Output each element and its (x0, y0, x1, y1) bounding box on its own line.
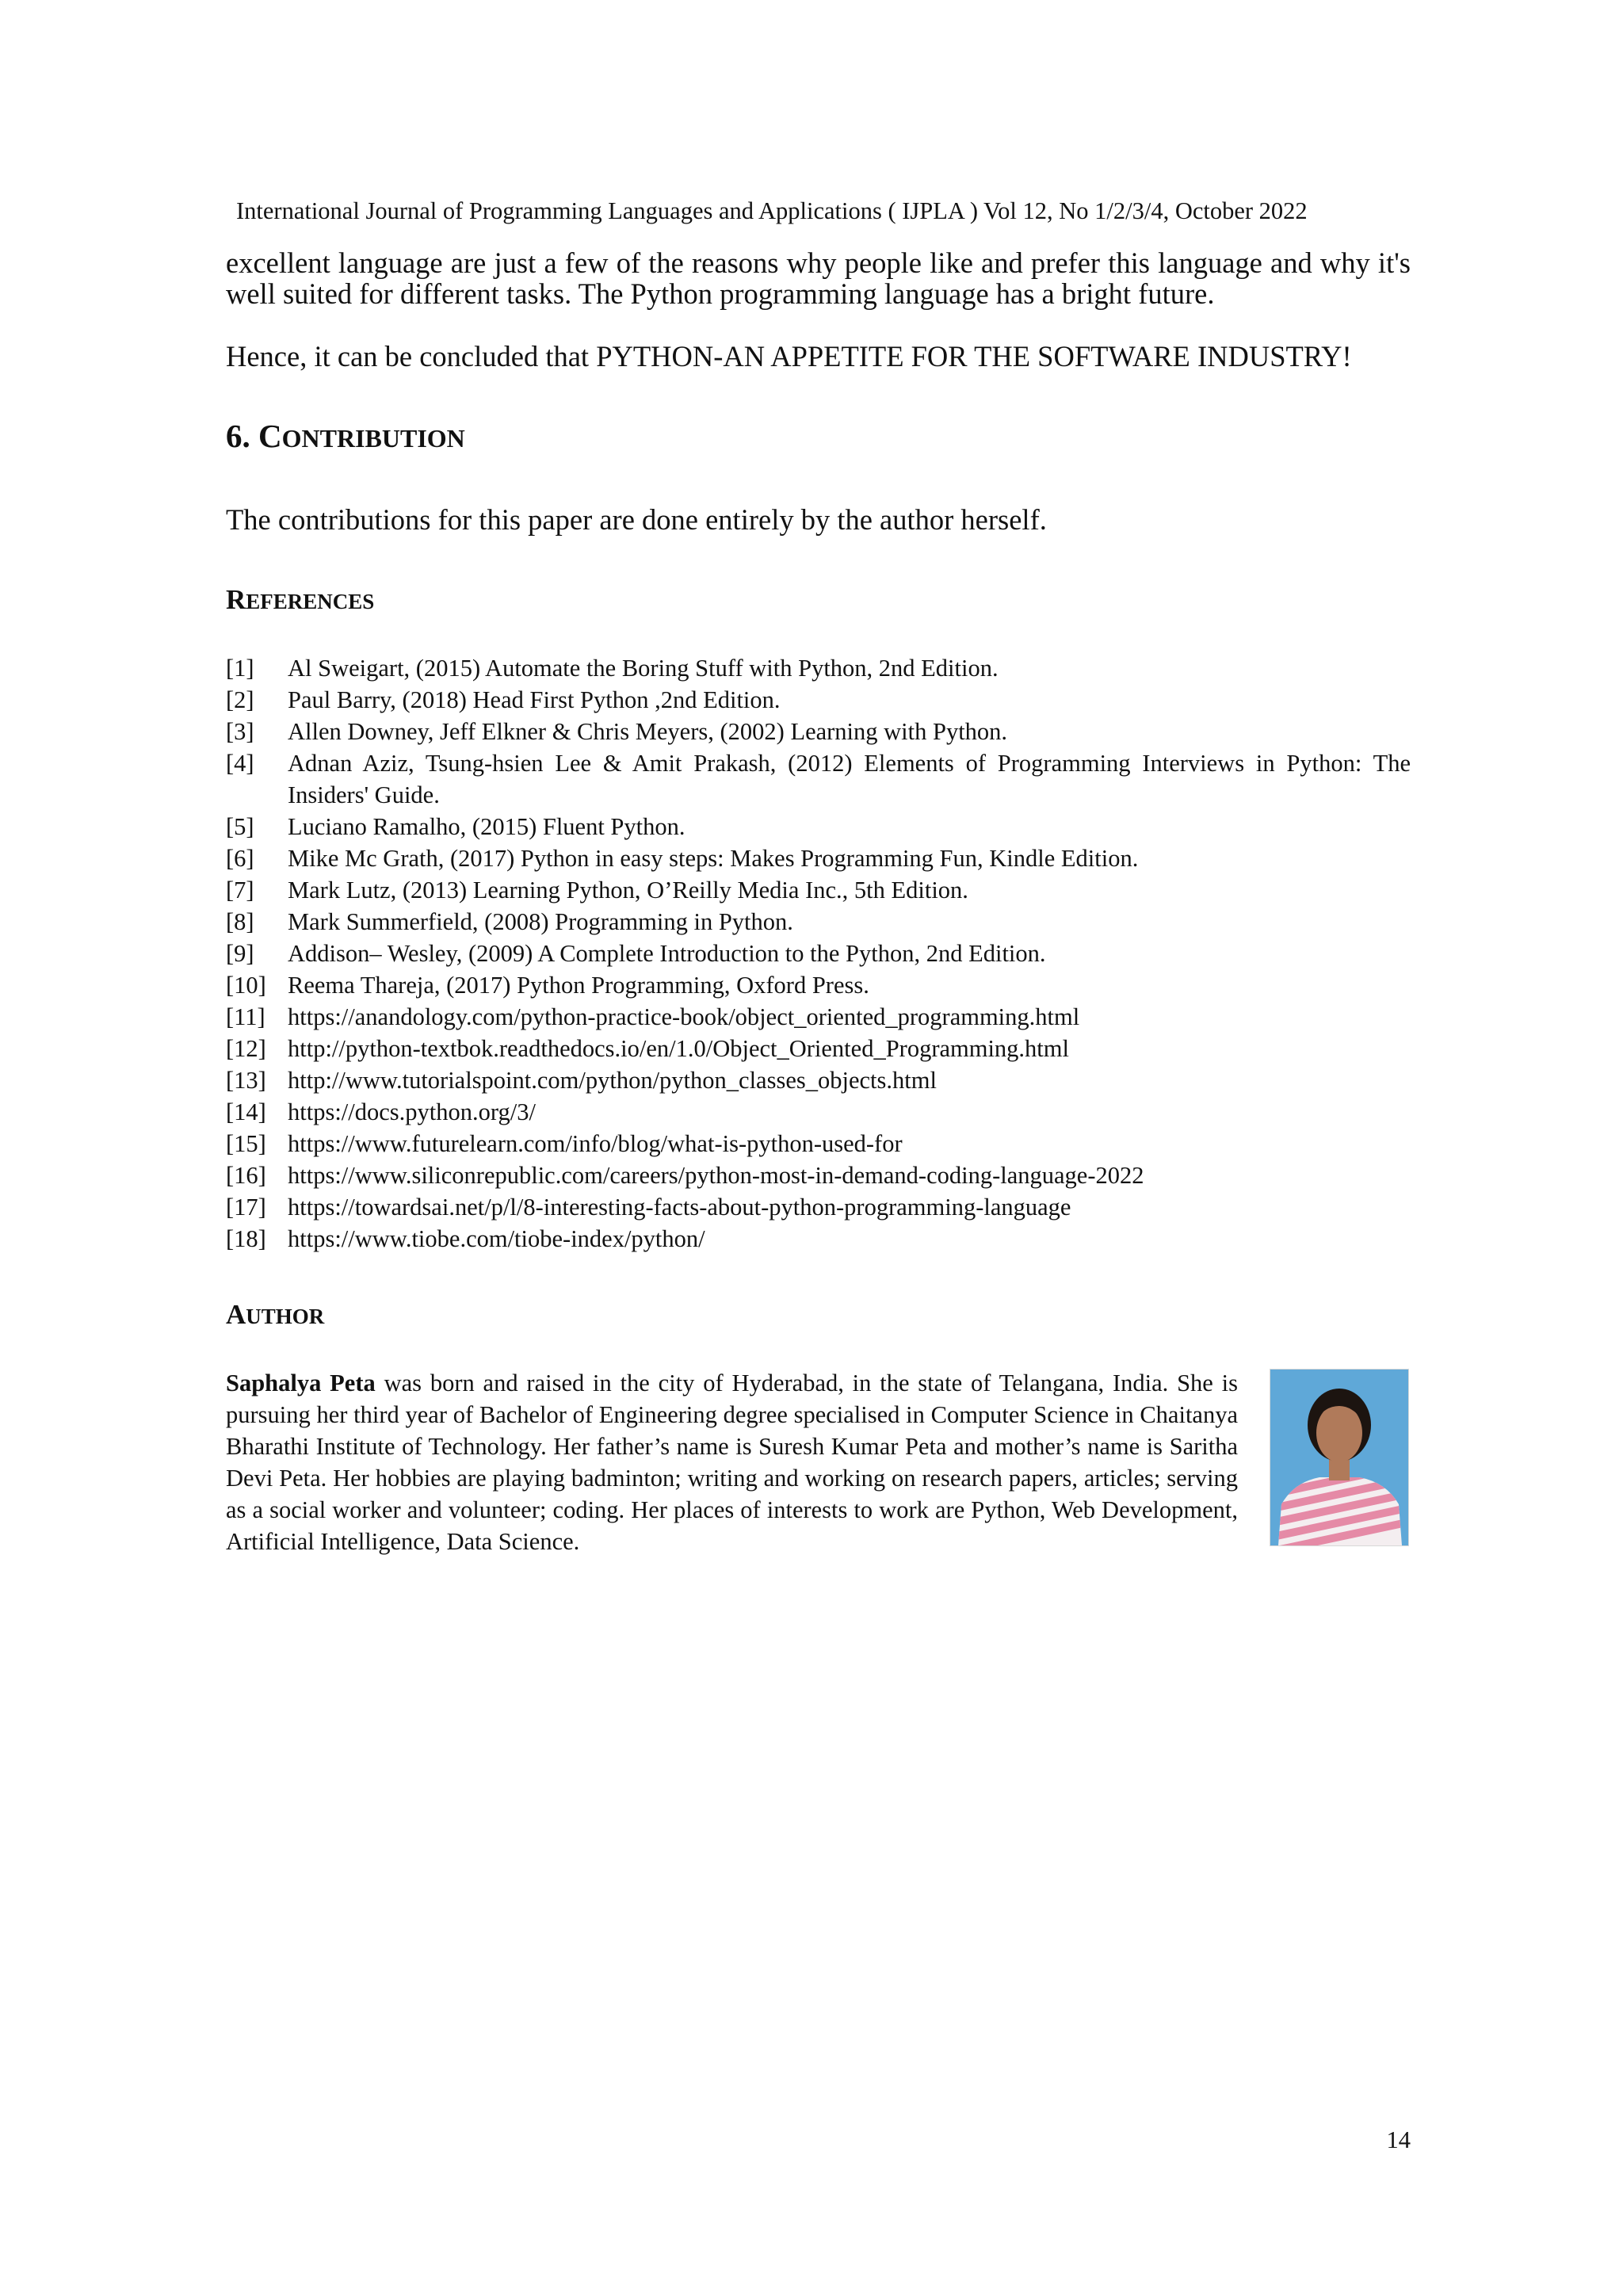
reference-number: [3] (226, 718, 254, 745)
reference-item (226, 874, 1411, 906)
section-number: 6. C (226, 418, 282, 454)
reference-item (226, 906, 1411, 938)
reference-item (226, 652, 1411, 684)
reference-number: [16] (226, 1162, 266, 1189)
author-heading-rest: UTHOR (246, 1305, 325, 1328)
reference-text: https://docs.python.org/3/ (288, 1098, 536, 1125)
reference-text: https://www.tiobe.com/tiobe-index/python/ (288, 1225, 705, 1252)
reference-item (226, 1033, 1411, 1064)
section-title-rest: ONTRIBUTION (281, 424, 465, 453)
references-heading-rest: EFERENCES (246, 590, 375, 613)
reference-list (226, 652, 1411, 1255)
reference-number: [1] (226, 655, 254, 682)
reference-number: [15] (226, 1130, 266, 1157)
author-portrait-image (1270, 1370, 1408, 1545)
reference-item (226, 1159, 1411, 1191)
author-heading-initial: A (226, 1299, 246, 1330)
reference-item (226, 1001, 1411, 1033)
reference-text: https://towardsai.net/p/l/8-interesting-facts-about-python-programming-language (288, 1194, 1071, 1221)
reference-text: Mark Summerfield, (2008) Programming in Python. (288, 908, 793, 935)
reference-number: [18] (226, 1225, 266, 1252)
reference-number: [13] (226, 1067, 266, 1094)
reference-number: [11] (226, 1003, 265, 1030)
reference-item (226, 811, 1411, 842)
reference-text: Al Sweigart, (2015) Automate the Boring Stuff with Python, 2nd Edition. (288, 655, 999, 682)
reference-item (226, 1128, 1411, 1159)
reference-text: Mike Mc Grath, (2017) Python in easy steps: Makes Programming Fun, Kindle Edition. (288, 845, 1139, 872)
author-photo (1270, 1369, 1409, 1546)
references-heading-initial: R (226, 584, 246, 615)
author-name: Saphalya Peta (226, 1370, 376, 1396)
reference-number: [7] (226, 877, 254, 904)
contribution-text: The contributions for this paper are done entirely by the author herself. (226, 503, 1047, 536)
reference-text: Allen Downey, Jeff Elkner & Chris Meyers, (2002) Learning with Python. (288, 718, 1008, 745)
reference-text: Adnan Aziz, Tsung-hsien Lee & Amit Prakash, (2012) Elements of Programming Interviews in Python: The Insiders' Guide. (288, 750, 1411, 808)
reference-number: [9] (226, 940, 254, 967)
photo-face (1316, 1404, 1362, 1462)
reference-item (226, 1191, 1411, 1223)
intro-paragraph-2: Hence, it can be concluded that PYTHON-AN APPETITE FOR THE SOFTWARE INDUSTRY! (226, 340, 1352, 372)
reference-item (226, 1223, 1411, 1255)
author-bio-text: was born and raised in the city of Hyderabad, in the state of Telangana, India. She is pursuing her third year of Bachelor of Engineering degree specialised in Computer Science in Chaitanya Bharathi Institute of Technology. Her father’s name is Suresh Kumar Peta and mother’s name is Saritha Devi Peta. Her hobbies are playing badminton; writing and working on research papers, articles; serving as a social worker and volunteer; coding. Her places of interests to work are Python, Web Development, Artificial Intelligence, Data Science. (226, 1370, 1239, 1555)
reference-item (226, 1096, 1411, 1128)
reference-text: https://www.futurelearn.com/info/blog/what-is-python-used-for (288, 1130, 903, 1157)
reference-text: Mark Lutz, (2013) Learning Python, O’Reilly Media Inc., 5th Edition. (288, 877, 968, 904)
page-content (226, 247, 1411, 1557)
reference-text: http://python-textbok.readthedocs.io/en/1.0/Object_Oriented_Programming.html (288, 1035, 1069, 1062)
reference-item (226, 842, 1411, 874)
reference-text: https://www.siliconrepublic.com/careers/python-most-in-demand-coding-language-2022 (288, 1162, 1144, 1189)
reference-item (226, 747, 1411, 811)
reference-text: Addison– Wesley, (2009) A Complete Introduction to the Python, 2nd Edition. (288, 940, 1046, 967)
reference-number: [5] (226, 813, 254, 840)
reference-text: Luciano Ramalho, (2015) Fluent Python. (288, 813, 685, 840)
references-heading (226, 584, 1411, 617)
reference-number: [17] (226, 1194, 266, 1221)
author-heading (226, 1299, 1411, 1332)
section-title-contribution (226, 418, 1411, 457)
reference-item (226, 1064, 1411, 1096)
page-number: 14 (1386, 2126, 1411, 2153)
reference-text: Reema Thareja, (2017) Python Programming, Oxford Press. (288, 972, 869, 999)
running-header: International Journal of Programming Languages and Applications ( IJPLA ) Vol 12, No 1/2/3/4, October 2022 (236, 197, 1308, 224)
reference-number: [10] (226, 972, 266, 999)
reference-number: [8] (226, 908, 254, 935)
reference-number: [6] (226, 845, 254, 872)
reference-item (226, 938, 1411, 969)
reference-item (226, 969, 1411, 1001)
author-block (226, 1367, 1411, 1557)
reference-text: http://www.tutorialspoint.com/python/python_classes_objects.html (288, 1067, 937, 1094)
reference-text: Paul Barry, (2018) Head First Python ,2nd Edition. (288, 686, 781, 713)
reference-number: [2] (226, 686, 254, 713)
reference-text: https://anandology.com/python-practice-book/object_oriented_programming.html (288, 1003, 1080, 1030)
reference-number: [14] (226, 1098, 266, 1125)
author-bio (226, 1367, 1238, 1557)
reference-number: [12] (226, 1035, 266, 1062)
reference-item (226, 716, 1411, 747)
reference-number: [4] (226, 750, 254, 777)
reference-item (226, 684, 1411, 716)
intro-paragraph-1: excellent language are just a few of the reasons why people like and prefer this language and why it's well suited for different tasks. The Python programming language has a bright future. (226, 246, 1411, 310)
